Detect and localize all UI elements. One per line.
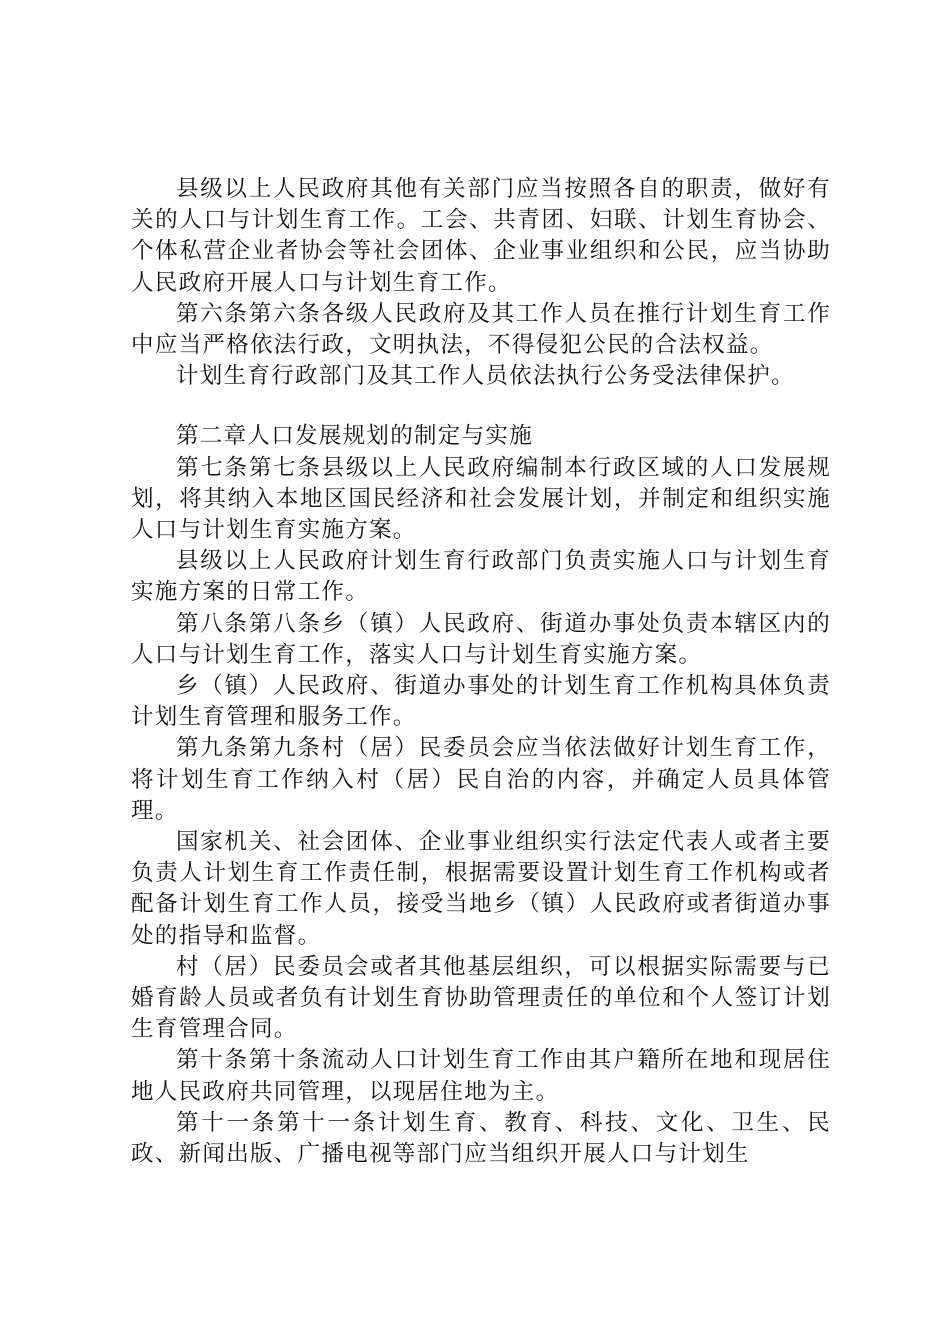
article-10-paragraph: 第十条第十条流动人口计划生育工作由其户籍所在地和现居住地人民政府共同管理，以现居住地为主。 [131,1047,831,1105]
paragraph: 计划生育行政部门及其工作人员依法执行公务受法律保护。 [176,363,795,390]
article-9-paragraph: 第九条第九条村（居）民委员会应当依法做好计划生育工作，将计划生育工作纳入村（居）民自治的内容，并确定人员具体管理。 [131,735,831,824]
article-8-paragraph: 第八条第八条乡（镇）人民政府、街道办事处负责本辖区内的人口与计划生育工作，落实人口与计划生育实施方案。 [131,610,831,668]
paragraph: 村（居）民委员会或者其他基层组织，可以根据实际需要与已婚育龄人员或者负有计划生育协助管理责任的单位和个人签订计划生育管理合同。 [131,953,831,1043]
paragraph-gap [131,392,831,421]
article-6-paragraph: 第六条第六条各级人民政府及其工作人员在推行计划生育工作中应当严格依法行政，文明执法，不得侵犯公民的合法权益。 [131,300,831,359]
document-body [131,174,831,1170]
paragraph: 县级以上人民政府其他有关部门应当按照各自的职责，做好有关的人口与计划生育工作。工会、共青团、妇联、计划生育协会、个体私营企业者协会等社会团体、企业事业组织和公民，应当协助人民政府开展人口与计划生育工作。 [131,176,831,296]
article-11-paragraph: 第十一条第十一条计划生育、教育、科技、文化、卫生、民政、新闻出版、广播电视等部门应当组织开展人口与计划生 [131,1109,831,1168]
chapter-heading: 第二章人口发展规划的制定与实施 [176,423,534,450]
paragraph: 县级以上人民政府计划生育行政部门负责实施人口与计划生育实施方案的日常工作。 [131,548,831,606]
article-7-paragraph: 第七条第七条县级以上人民政府编制本行政区域的人口发展规划，将其纳入本地区国民经济和社会发展计划，并制定和组织实施人口与计划生育实施方案。 [131,454,831,544]
paragraph: 国家机关、社会团体、企业事业组织实行法定代表人或者主要负责人计划生育工作责任制，根据需要设置计划生育工作机构或者配备计划生育工作人员，接受当地乡（镇）人民政府或者街道办事处的指导和监督。 [131,829,831,949]
paragraph: 乡（镇）人民政府、街道办事处的计划生育工作机构具体负责计划生育管理和服务工作。 [131,673,831,731]
